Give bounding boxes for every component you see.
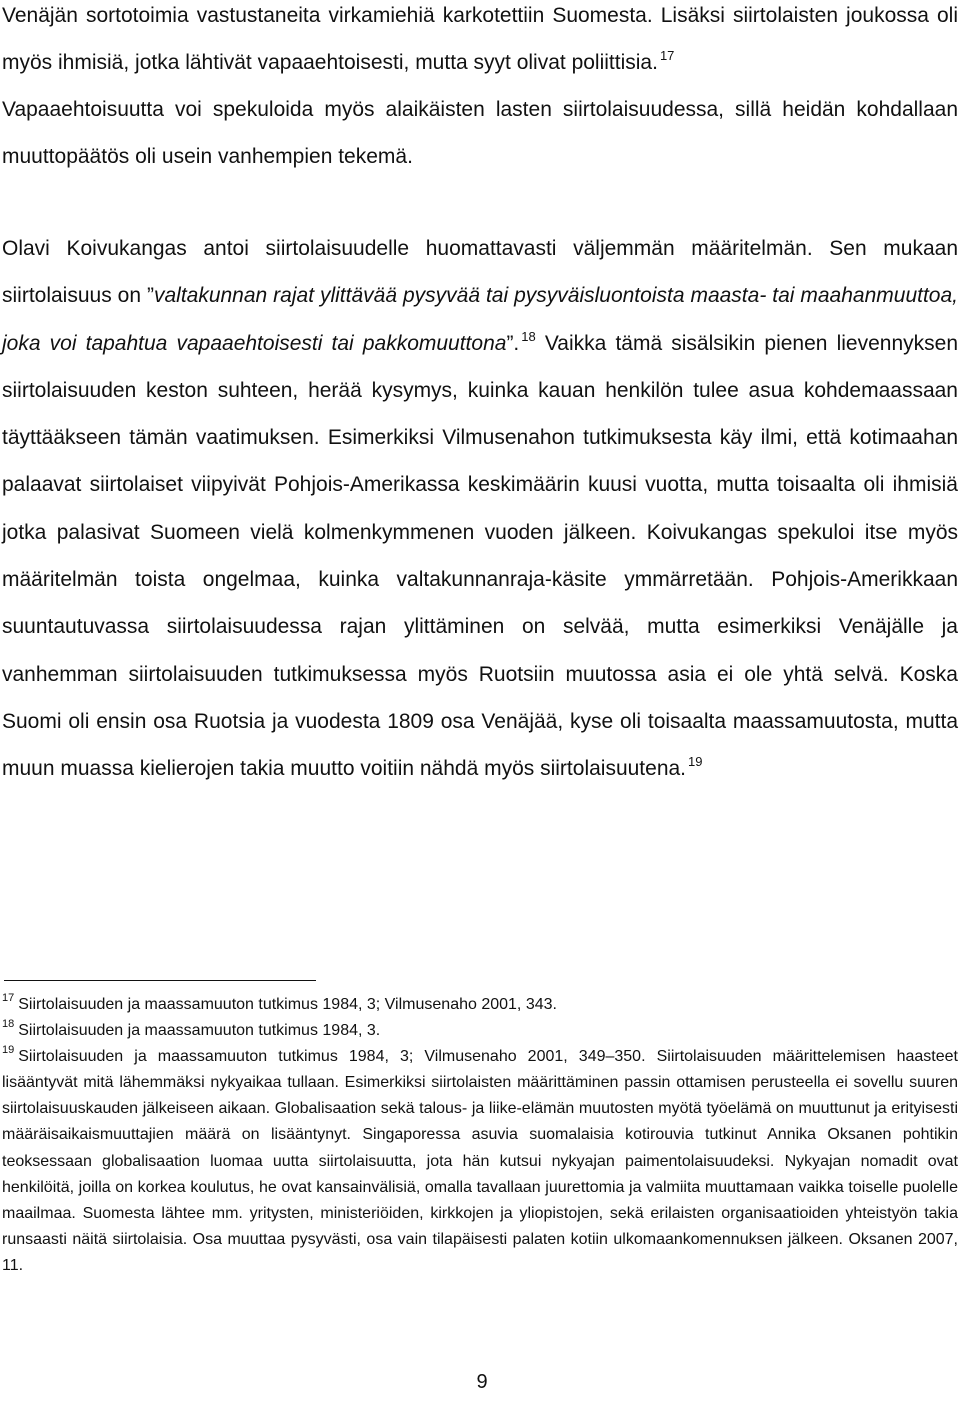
page-number: 9	[476, 1371, 488, 1393]
footnote-ref-17[interactable]: 17	[659, 48, 675, 63]
paragraph-1-text-a: Venäjän sortotoimia vastustaneita virkamiehiä karkotettiin Suomesta. Lisäksi siirtolaisten joukossa oli myös ihmisiä, jotka lähtivät vapaaehtoisesti, mutta syyt olivat poliittisia.	[2, 4, 958, 74]
footnote-number: 17	[2, 992, 15, 1004]
paragraph-2-text-a: Olavi Koivukangas antoi siirtolaisuudelle huomattavasti väljemmän määritelmän. Sen mukaan siirtolaisuus on ”	[2, 237, 958, 308]
definition-quote: valtakunnan rajat ylittävää pysyvää tai pysyväisluontoista maasta- tai maahanmuuttoa, joka voi tapahtua vapaaehtoisesti tai pakkomuuttona	[2, 284, 958, 355]
footnote-text: Siirtolaisuuden ja maassamuuton tutkimus 1984, 3.	[18, 1022, 381, 1040]
footnote-text: Siirtolaisuuden ja maassamuuton tutkimus 1984, 3; Vilmusenaho 2001, 349–350. Siirtolaisuuden määrittelemisen haasteet lisääntyvät mitä lähemmäksi nykyaikaa tullaan. Esimerkiksi siirtolaisten määrittäminen passin ottamisen perusteella ei sovellu suuren siirtolaisuuskauden jälkeiseen aikaan. Globalisaation sekä talous- ja liike-elämän muutosten myötä työelämä on muuttunut ja erityisesti määräisaikaismuuttajien määrä on lisääntynyt. Singaporessa asuvia suomalaisia kotirouvia tutkinut Annika Oksanen pohtikin teoksessaan globalisaation luomaa uutta siirtolaisuutta, jota hän kutsui nykyajan paimentolaisuudeksi. Nykyajan nomadit ovat henkilöitä, joilla on korkea koulutus, he ovat kansainvälisiä, omalla tavallaan juurettomia ja valmiita muuttamaan vaikka toiselle puolelle maailmaa. Suomesta lähtee mm. yritysten, ministeriöiden, kirkkojen ja yliopistojen, sekä erilaisten organisaatioiden yhteistyön takia runsaasti näitä siirtolaisia. Osa muuttaa pysyvästi, osa vain tilapäisesti palaten kotiin ulkomaankomennuksen jälkeen. Oksanen 2007, 11.	[2, 1048, 958, 1274]
paragraph-2-quote-close: ”.	[506, 331, 520, 355]
footnote-number: 19	[2, 1044, 15, 1057]
footnotes-section	[2, 992, 958, 1279]
document-page	[2, 0, 958, 1409]
footnote-text: Siirtolaisuuden ja maassamuuton tutkimus 1984, 3; Vilmusenaho 2001, 343.	[18, 996, 557, 1013]
footnote-17	[2, 992, 958, 1018]
footnote-separator	[4, 980, 316, 981]
footnote-ref-19[interactable]: 19	[688, 754, 703, 770]
footnote-ref-18[interactable]: 18	[521, 328, 536, 344]
footnote-19	[2, 1044, 958, 1279]
body-paragraph-1	[2, 0, 958, 180]
footnote-number: 18	[2, 1018, 15, 1031]
footnote-18	[2, 1018, 958, 1044]
paragraph-2-text-c: Vaikka tämä sisälsikin pienen lievennyksen siirtolaisuuden keston suhteen, herää kysymys, kuinka kauan henkilön tulee asua kohdemaassaan täyttääkseen tämän vaatimuksen. Esimerkiksi Vilmusenahon tutkimuksesta käy ilmi, että kotimaahan palaavat siirtolaiset viipyivät Pohjois-Amerikassa keskimäärin kuusi vuotta, mutta toisaalta oli ihmisiä jotka palasivat Suomeen vielä kolmenkymmenen vuoden jälkeen. Koivukangas spekuloi itse myös määritelmän toista ongelmaa, kuinka valtakunnanraja-käsite ymmärretään. Pohjois-Amerikkaan suuntautuvassa siirtolaisuudessa rajan ylittäminen on selvää, mutta esimerkiksi Venäjälle ja vanhemman siirtolaisuuden tutkimuksessa myös Ruotsiin muutossa asia ei ole yhtä selvä. Koska Suomi oli ensin osa Ruotsia ja vuodesta 1809 osa Venäjää, kyse oli toisaalta maassamuutosta, mutta muun muassa kielierojen takia muutto voitiin nähdä myös siirtolaisuutena.	[2, 331, 958, 781]
paragraph-1-text-b: Vapaaehtoisuutta voi spekuloida myös alaikäisten lasten siirtolaisuudessa, sillä heidän kohdallaan muuttopäätös oli usein vanhempien tekemä.	[2, 98, 958, 168]
body-paragraph-2	[2, 225, 958, 793]
